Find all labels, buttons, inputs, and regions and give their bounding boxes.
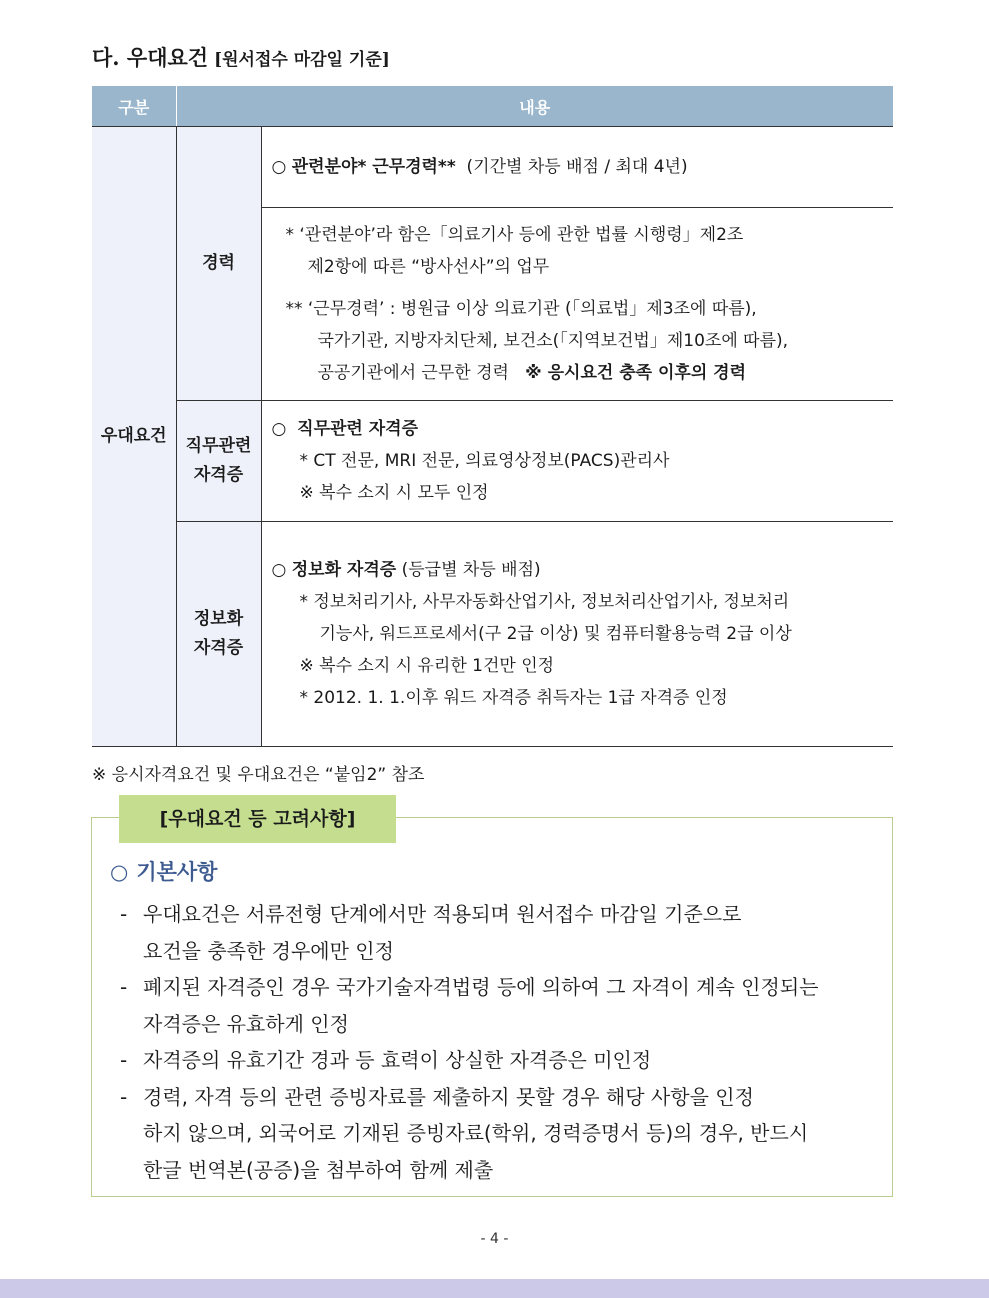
- list-item-line: 경력, 자격 등의 관련 증빙자료를 제출하지 못할 경우 해당 사항을 인정: [143, 1084, 754, 1109]
- list-item-line: 우대요건은 서류전형 단계에서만 적용되며 원서접수 마감일 기준으로: [143, 902, 742, 926]
- table-row: [92, 401, 893, 522]
- section-heading: 다. 우대요건: [92, 45, 209, 70]
- preference-table: [92, 86, 893, 747]
- section-subheading: [원서접수 마감일 기준]: [214, 50, 390, 70]
- basic-section-label: 기본사항: [136, 860, 218, 884]
- basic-section-title: [110, 856, 217, 886]
- job-cert-label-line2: 자격증: [193, 465, 244, 485]
- list-item-line: 하지 않으며, 외국어로 기재된 증빙자료(학위, 경력증명서 등)의 경우, 반드시: [143, 1121, 809, 1145]
- career-label: 경력: [176, 127, 261, 401]
- job-cert-label: [176, 401, 261, 522]
- it-cert-label: [176, 522, 261, 747]
- considerations-tab-title: [우대요건 등 고려사항]: [119, 795, 396, 843]
- category-cell: 우대요건: [92, 127, 176, 747]
- career-note1-line2: 제2항에 따른 “방사선사”의 업무: [307, 257, 550, 277]
- it-cert-line2: 기능사, 워드프로세서(구 2급 이상) 및 컴퓨터활용능력 2급 이상: [319, 624, 792, 644]
- circle-icon: ○: [110, 860, 129, 884]
- circle-icon: ○: [271, 560, 287, 580]
- job-cert-line1: * CT 전문, MRI 전문, 의료영상정보(PACS)관리사: [299, 451, 670, 471]
- table-header-row: [92, 86, 893, 127]
- list-item-line: 폐지된 자격증인 경우 국가기술자격법령 등에 의하여 그 자격이 계속 인정되는: [143, 975, 819, 999]
- career-note2-line2: 국가기관, 지방자치단체, 보건소(「지역보건법」제10조에 따름),: [317, 331, 789, 351]
- list-item-line: 한글 번역본(공증)을 첨부하여 함께 제출: [143, 1157, 494, 1182]
- career-title-suffix: (기간별 차등 배점 / 최대 4년): [466, 157, 688, 177]
- career-note2-line3: 공공기관에서 근무한 경력: [317, 363, 509, 383]
- it-cert-line3: ※ 복수 소지 시 유리한 1건만 인정: [299, 656, 555, 676]
- job-cert-line2: ※ 복수 소지 시 모두 인정: [299, 483, 489, 503]
- job-cert-title: 직무관련 자격증: [297, 419, 419, 439]
- header-content: 내용: [176, 86, 893, 127]
- list-item: - 우대요건은 서류전형 단계에서만 적용되며 원서접수 마감일 기준으로: [120, 902, 742, 926]
- it-cert-label-line2: 자격증: [193, 638, 244, 658]
- considerations-list: [120, 896, 818, 1188]
- list-item: - 자격증의 유효기간 경과 등 효력이 상실한 자격증은 미인정: [120, 1048, 652, 1072]
- it-cert-cell: [261, 522, 893, 747]
- circle-icon: ○: [271, 157, 287, 177]
- page-number: - 4 -: [480, 1231, 509, 1247]
- bottom-band: [0, 1279, 989, 1298]
- table-row: [92, 522, 893, 747]
- career-note1-line1: * ‘관련분야’라 함은「의료기사 등에 관한 법률 시행령」제2조: [285, 225, 744, 245]
- career-title-cell: [261, 127, 893, 208]
- it-cert-line1: * 정보처리기사, 사무자동화산업기사, 정보처리산업기사, 정보처리: [299, 592, 790, 612]
- career-emphasis: ※ 응시요건 충족 이후의 경력: [525, 363, 747, 383]
- it-cert-title: 정보화 자격증: [291, 560, 397, 580]
- career-note2-line1: ** ‘근무경력’ : 병원급 이상 의료기관 (「의료법」제3조에 따름),: [285, 299, 757, 319]
- header-category: 구분: [92, 86, 176, 127]
- career-notes-cell: [261, 208, 893, 401]
- job-cert-label-line1: 직무관련: [185, 436, 252, 456]
- list-item: - 폐지된 자격증인 경우 국가기술자격법령 등에 의하여 그 자격이 계속 인정되는: [120, 975, 819, 999]
- reference-note: ※ 응시자격요건 및 우대요건은 “붙임2” 참조: [92, 765, 425, 785]
- section-title: [92, 42, 390, 72]
- career-note2-line3-wrap: [262, 357, 894, 389]
- list-item-line: 자격증은 유효하게 인정: [143, 1011, 349, 1036]
- list-item: - 경력, 자격 등의 관련 증빙자료를 제출하지 못할 경우 해당 사항을 인정: [120, 1084, 754, 1109]
- table-row: [92, 127, 893, 208]
- it-cert-line4: * 2012. 1. 1.이후 워드 자격증 취득자는 1급 자격증 인정: [299, 688, 728, 708]
- job-cert-cell: [261, 401, 893, 522]
- circle-icon: ○: [271, 419, 287, 439]
- list-item-line: 요건을 충족한 경우에만 인정: [143, 938, 394, 963]
- list-item-line: 자격증의 유효기간 경과 등 효력이 상실한 자격증은 미인정: [143, 1048, 652, 1072]
- it-cert-label-line1: 정보화: [193, 609, 244, 629]
- career-title: 관련분야* 근무경력**: [291, 157, 456, 177]
- it-cert-title-suffix: (등급별 차등 배점): [401, 560, 541, 580]
